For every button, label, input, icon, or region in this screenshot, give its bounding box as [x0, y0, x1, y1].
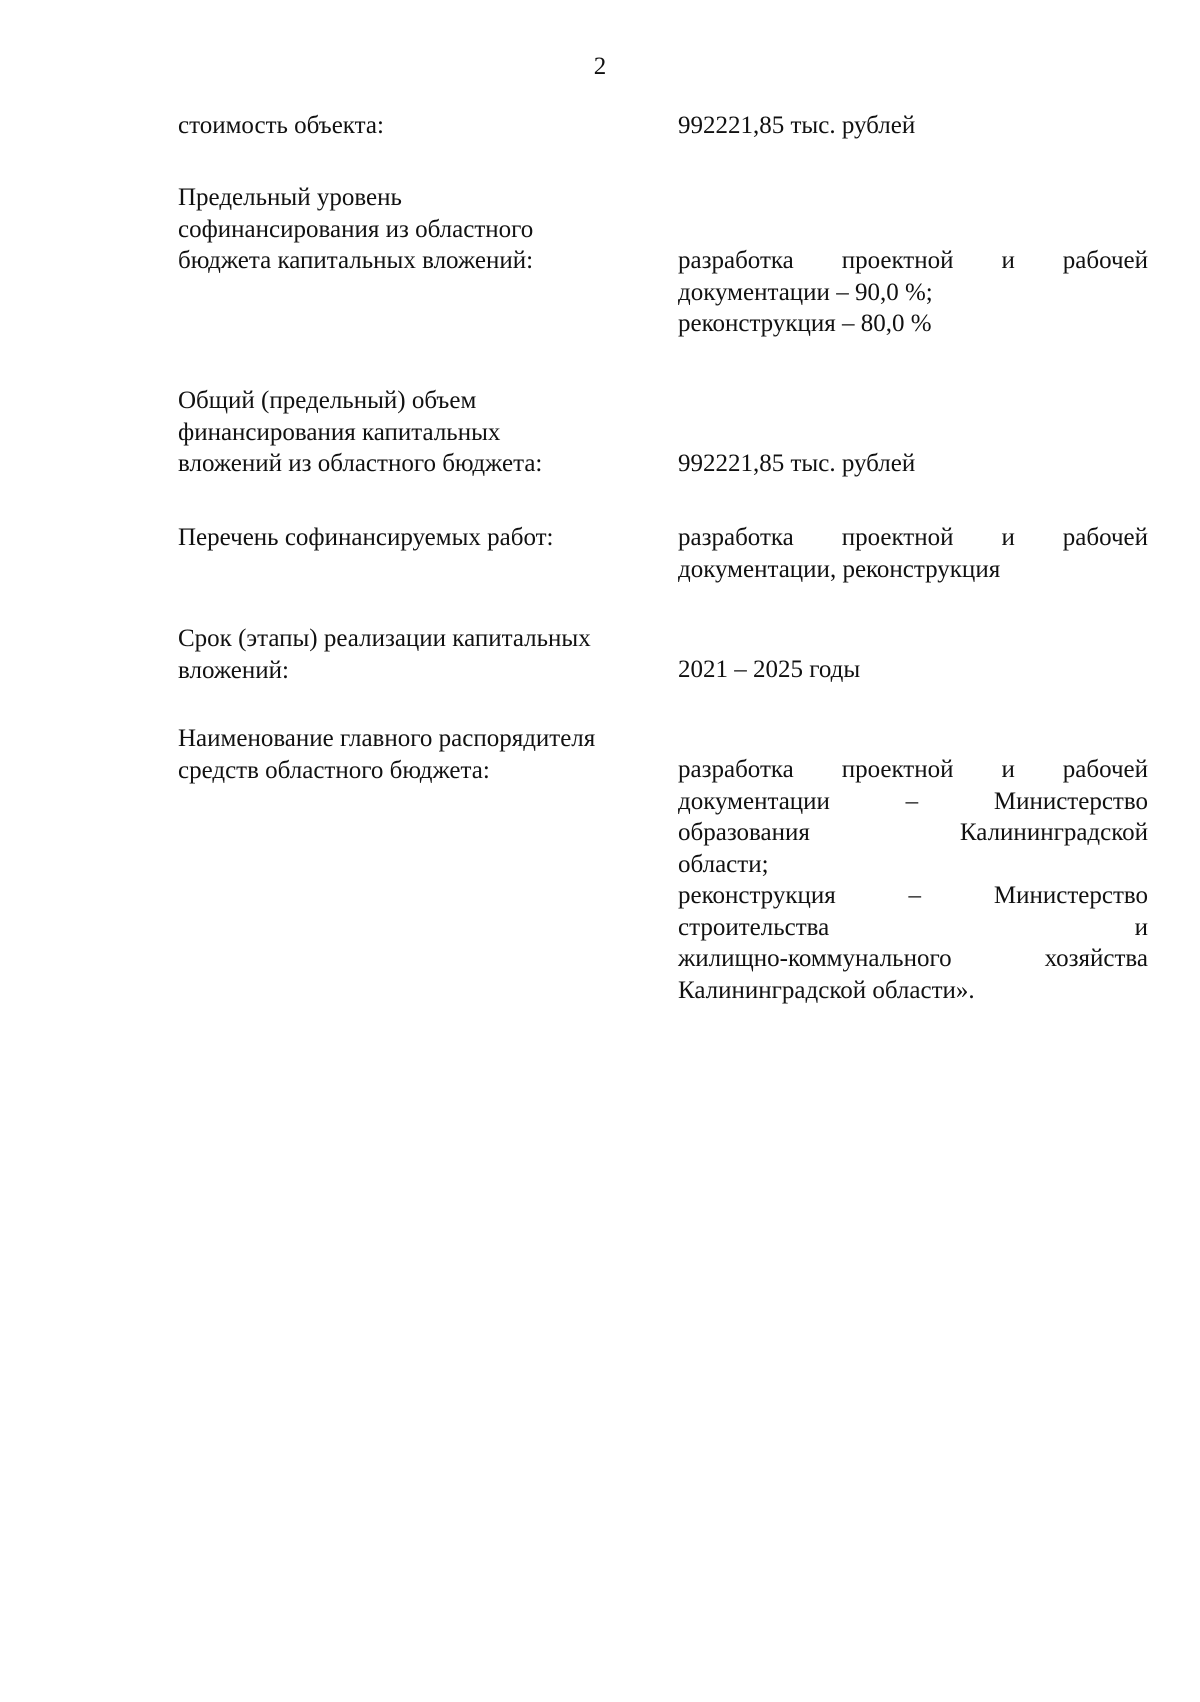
- label-line: Наименование главного распорядителя: [178, 725, 596, 752]
- value-line: области;: [678, 850, 769, 878]
- field-value: [678, 245, 1148, 340]
- label-line: финансирования капитальных: [178, 418, 501, 446]
- label-line: Перечень софинансируемых работ:: [178, 524, 554, 551]
- field-value: [678, 754, 1148, 1006]
- value-line: документации – 90,0 %;: [678, 278, 933, 306]
- label-line: бюджета капитальных вложений:: [178, 247, 534, 274]
- field-label: [178, 385, 658, 480]
- value-line: разработка проектной и рабочей: [678, 524, 1148, 551]
- label-line: Предельный уровень: [178, 184, 402, 211]
- value-line: реконструкция – Министерство: [678, 882, 1148, 909]
- value-line: жилищно-коммунального хозяйства: [678, 945, 1148, 972]
- value-line: 992221,85 тыс. рублей: [678, 112, 916, 139]
- value-line: 992221,85 тыс. рублей: [678, 450, 916, 477]
- value-line: разработка проектной и рабочей: [678, 247, 1148, 274]
- label-line: Общий (предельный) объем: [178, 387, 477, 414]
- label-line: софинансирования из областного: [178, 215, 534, 243]
- field-value: [678, 522, 1148, 585]
- label-line: стоимость объекта:: [178, 112, 384, 139]
- value-line: документации – Министерство: [678, 787, 1148, 815]
- value-line: реконструкция – 80,0 %: [678, 310, 932, 337]
- field-label: [178, 522, 658, 554]
- label-line: средств областного бюджета:: [178, 756, 490, 784]
- value-line: документации, реконструкция: [678, 555, 1001, 583]
- field-label: [178, 623, 658, 686]
- field-value: [678, 448, 1148, 480]
- field-value: [678, 110, 1148, 142]
- label-line: Срок (этапы) реализации капитальных: [178, 625, 591, 652]
- value-line: строительства и: [678, 913, 1148, 941]
- label-line: вложений:: [178, 656, 289, 684]
- value-line: образования Калининградской: [678, 819, 1148, 846]
- field-label: [178, 182, 658, 277]
- value-line: Калининградской области».: [678, 976, 975, 1004]
- page-number: 2: [593, 53, 607, 80]
- field-label: [178, 723, 658, 786]
- field-label: [178, 110, 658, 142]
- value-line: разработка проектной и рабочей: [678, 756, 1148, 783]
- value-line: 2021 – 2025 годы: [678, 656, 861, 683]
- label-line: вложений из областного бюджета:: [178, 450, 543, 477]
- field-value: [678, 654, 1148, 686]
